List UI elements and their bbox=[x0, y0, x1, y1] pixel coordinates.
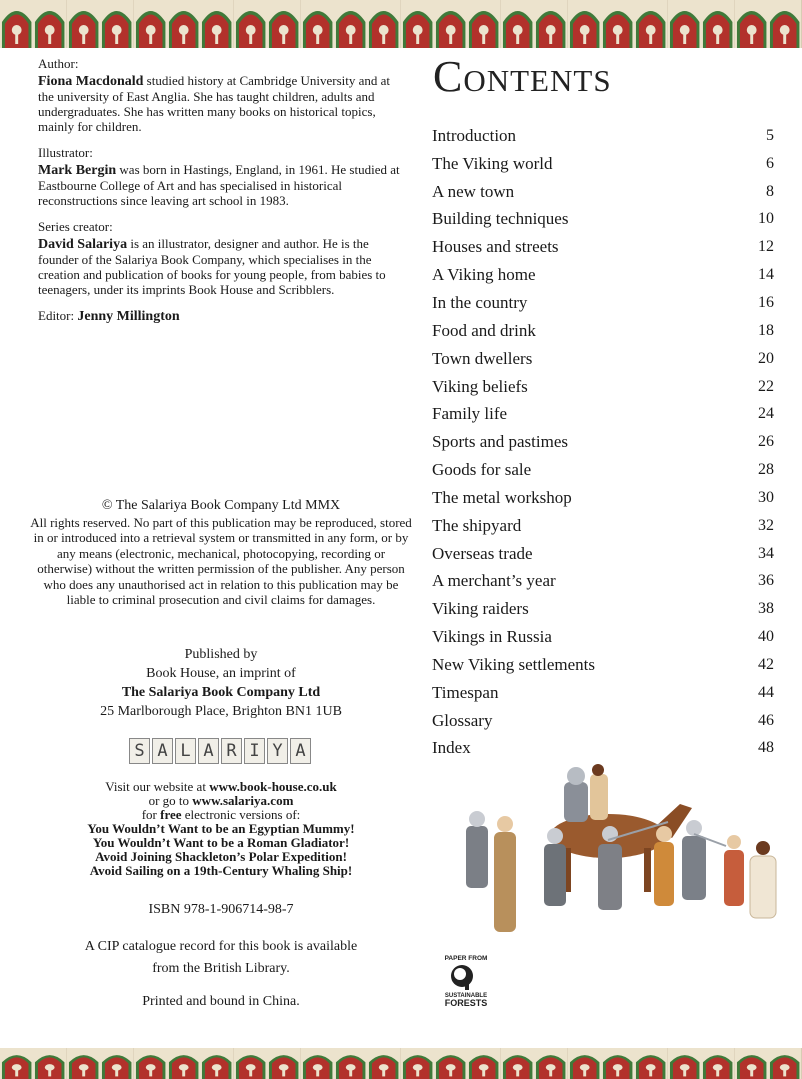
toc-title: The Viking world bbox=[432, 153, 553, 173]
toc-title: A merchant’s year bbox=[432, 571, 556, 591]
toc-page-number: 34 bbox=[758, 544, 774, 562]
border-arch-ornament bbox=[334, 0, 367, 48]
isbn: ISBN 978-1-906714-98-7 bbox=[148, 902, 294, 917]
toc-entry[interactable] bbox=[432, 735, 774, 763]
website-text: for bbox=[141, 807, 161, 822]
publisher-info bbox=[30, 645, 412, 721]
toc-title: Sports and pastimes bbox=[432, 432, 568, 452]
toc-title: Food and drink bbox=[432, 320, 536, 340]
toc-page-number: 20 bbox=[758, 349, 774, 367]
border-arch-ornament bbox=[134, 1048, 167, 1079]
border-arch-ornament bbox=[434, 0, 467, 48]
toc-entry[interactable] bbox=[432, 568, 774, 596]
publisher-line: Published by bbox=[184, 647, 258, 662]
toc-title: Index bbox=[432, 738, 471, 758]
logo-letter: S bbox=[129, 738, 150, 764]
toc-title: Town dwellers bbox=[432, 348, 533, 368]
border-arch-ornament bbox=[67, 1048, 100, 1079]
toc-page-number: 6 bbox=[766, 154, 774, 172]
website-link[interactable]: www.book-house.co.uk bbox=[209, 779, 337, 794]
credit-role: Author: bbox=[38, 56, 79, 71]
contents-title: Contents bbox=[433, 52, 612, 101]
toc-title: Viking beliefs bbox=[432, 376, 528, 396]
book-title: You Wouldn’t Want to be an Egyptian Mummy! bbox=[87, 821, 355, 836]
toc-title: New Viking settlements bbox=[432, 654, 595, 674]
border-arch-ornament bbox=[401, 1048, 434, 1079]
toc-title: Glossary bbox=[432, 710, 493, 730]
border-arch-ornament bbox=[267, 0, 300, 48]
toc-entry[interactable] bbox=[432, 456, 774, 484]
border-arch-ornament bbox=[568, 0, 601, 48]
free-label: free bbox=[160, 807, 182, 822]
website-text: electronic versions of: bbox=[181, 807, 301, 822]
logo-letter: Y bbox=[267, 738, 288, 764]
border-arch-ornament bbox=[167, 1048, 200, 1079]
border-arch-ornament bbox=[501, 0, 534, 48]
book-title: Avoid Sailing on a 19th-Century Whaling Ship! bbox=[89, 863, 353, 878]
toc-entry[interactable] bbox=[432, 512, 774, 540]
publisher-company: The Salariya Book Company Ltd bbox=[121, 685, 321, 700]
border-arch-ornament bbox=[701, 1048, 734, 1079]
decorative-border-bottom bbox=[0, 1048, 802, 1079]
toc-title: Viking raiders bbox=[432, 599, 529, 619]
toc-title: Overseas trade bbox=[432, 543, 533, 563]
toc-entry[interactable] bbox=[432, 317, 774, 345]
border-arch-ornament bbox=[334, 1048, 367, 1079]
toc-entry[interactable] bbox=[432, 651, 774, 679]
credit-name: Fiona Macdonald bbox=[38, 74, 144, 89]
toc-entry[interactable] bbox=[432, 707, 774, 735]
publisher-line: Book House, an imprint of bbox=[146, 666, 296, 681]
toc-page-number: 8 bbox=[766, 182, 774, 200]
toc-title: A new town bbox=[432, 181, 515, 201]
copyright-body: All rights reserved. No part of this publication may be reproduced, stored in or introduced into a retrieval system or transmitted in any form, or by any means (electronic, mechanical, photocopying, recording or otherwise) without the written permission of the publisher. Any person who does any unauthorised act in relation to this publication may be liable to criminal prosecution and civil claims for damages. bbox=[30, 514, 412, 607]
toc-title: The shipyard bbox=[432, 515, 522, 535]
toc-title: In the country bbox=[432, 292, 528, 312]
logo-letter: I bbox=[244, 738, 265, 764]
toc-page-number: 44 bbox=[758, 683, 774, 701]
toc-title: A Viking home bbox=[432, 265, 536, 285]
cip-line: A CIP catalogue record for this book is available bbox=[84, 939, 358, 954]
toc-entry[interactable] bbox=[432, 289, 774, 317]
toc-entry[interactable] bbox=[432, 679, 774, 707]
credit-author bbox=[38, 56, 408, 134]
border-arch-ornament bbox=[0, 0, 33, 48]
toc-title: The metal workshop bbox=[432, 487, 572, 507]
toc-page-number: 36 bbox=[758, 572, 774, 590]
border-arch-ornament bbox=[100, 0, 133, 48]
website-text: Visit our website at bbox=[105, 779, 210, 794]
border-arch-ornament bbox=[100, 1048, 133, 1079]
toc-page-number: 24 bbox=[758, 405, 774, 423]
credit-bio: studied history at Cambridge University and at the university of East Anglia. She has taught children, adults and undergraduates. She has written many books on historical topics, mainly for children. bbox=[38, 73, 390, 134]
website-info bbox=[30, 780, 412, 878]
toc-title: Timespan bbox=[432, 682, 499, 702]
border-arch-ornament bbox=[501, 1048, 534, 1079]
toc-title: Building techniques bbox=[432, 209, 569, 229]
toc-page-number: 40 bbox=[758, 628, 774, 646]
border-arch-ornament bbox=[33, 1048, 66, 1079]
toc-page-number: 22 bbox=[758, 377, 774, 395]
viking-procession-illustration bbox=[458, 764, 790, 940]
border-arch-ornament bbox=[301, 1048, 334, 1079]
logo-letter: A bbox=[198, 738, 219, 764]
border-arch-ornament bbox=[367, 0, 400, 48]
toc-page-number: 46 bbox=[758, 711, 774, 729]
border-arch-ornament bbox=[267, 1048, 300, 1079]
toc-entry[interactable] bbox=[432, 122, 774, 150]
border-arch-ornament bbox=[668, 0, 701, 48]
toc-page-number: 12 bbox=[758, 238, 774, 256]
website-text: or go to bbox=[148, 793, 193, 808]
toc-entry[interactable] bbox=[432, 400, 774, 428]
border-arch-ornament bbox=[200, 0, 233, 48]
credit-name: Mark Bergin bbox=[38, 163, 117, 178]
border-arch-ornament bbox=[467, 0, 500, 48]
rider-icon bbox=[564, 764, 608, 822]
toc-page-number: 32 bbox=[758, 516, 774, 534]
credit-illustrator bbox=[38, 145, 408, 208]
copyright-notice bbox=[30, 498, 412, 608]
publisher-address: 25 Marlborough Place, Brighton BN1 1UB bbox=[100, 704, 342, 719]
toc-title: Introduction bbox=[432, 125, 517, 145]
toc-page-number: 30 bbox=[758, 488, 774, 506]
toc-entry[interactable] bbox=[432, 178, 774, 206]
editor-name: Jenny Millington bbox=[77, 309, 180, 324]
border-arch-ornament bbox=[167, 0, 200, 48]
tree-icon bbox=[451, 965, 473, 990]
credit-role: Illustrator: bbox=[38, 145, 93, 160]
border-arch-ornament bbox=[0, 1048, 33, 1079]
editor-credit bbox=[38, 308, 408, 324]
book-title: You Wouldn’t Want to be a Roman Gladiator! bbox=[92, 835, 350, 850]
border-arch-ornament bbox=[534, 1048, 567, 1079]
toc-entry[interactable] bbox=[432, 150, 774, 178]
border-arch-ornament bbox=[701, 0, 734, 48]
toc-entry[interactable] bbox=[432, 428, 774, 456]
border-arch-ornament bbox=[735, 1048, 768, 1079]
salariya-logo bbox=[128, 738, 312, 766]
credit-bio: was born in Hastings, England, in 1961. He studied at Eastbourne College of Art and has specialised in historical reconstructions since leaving art school in 1983. bbox=[38, 162, 400, 208]
website-link[interactable]: www.salariya.com bbox=[192, 793, 294, 808]
toc-page-number: 42 bbox=[758, 655, 774, 673]
toc-entry[interactable] bbox=[432, 540, 774, 568]
border-arch-ornament bbox=[67, 0, 100, 48]
border-arch-ornament bbox=[634, 0, 667, 48]
cip-record bbox=[30, 936, 412, 980]
fsc-text: PAPER FROM bbox=[444, 955, 488, 962]
credit-name: David Salariya bbox=[38, 237, 128, 252]
book-title: Avoid Joining Shackleton’s Polar Expedition! bbox=[95, 849, 347, 864]
border-arch-ornament bbox=[534, 0, 567, 48]
border-arch-ornament bbox=[401, 0, 434, 48]
border-arch-ornament bbox=[735, 0, 768, 48]
credit-bio: is an illustrator, designer and author. He is the founder of the Salariya Book Company, which specialises in the creation and publication of books for young people, from babies to teenagers, under its imprints Book House and Scribblers. bbox=[38, 236, 386, 297]
toc-page-number: 16 bbox=[758, 293, 774, 311]
toc-title: Goods for sale bbox=[432, 460, 532, 480]
fsc-text: FORESTS bbox=[444, 998, 488, 1008]
border-arch-ornament bbox=[434, 1048, 467, 1079]
table-of-contents bbox=[432, 122, 774, 762]
border-arch-ornament bbox=[33, 0, 66, 48]
toc-entry[interactable] bbox=[432, 233, 774, 261]
editor-label: Editor: bbox=[38, 308, 78, 323]
border-arch-ornament bbox=[601, 1048, 634, 1079]
toc-page-number: 48 bbox=[758, 739, 774, 757]
toc-page-number: 14 bbox=[758, 266, 774, 284]
toc-entry[interactable] bbox=[432, 595, 774, 623]
border-arch-ornament bbox=[467, 1048, 500, 1079]
border-arch-ornament bbox=[234, 0, 267, 48]
logo-letter: R bbox=[221, 738, 242, 764]
border-arch-ornament bbox=[200, 1048, 233, 1079]
toc-entry[interactable] bbox=[432, 623, 774, 651]
copyright-line: © The Salariya Book Company Ltd MMX bbox=[101, 498, 341, 513]
border-arch-ornament bbox=[668, 1048, 701, 1079]
border-arch-ornament bbox=[768, 1048, 801, 1079]
border-arch-ornament bbox=[234, 1048, 267, 1079]
border-arch-ornament bbox=[601, 0, 634, 48]
border-arch-ornament bbox=[301, 0, 334, 48]
toc-page-number: 26 bbox=[758, 433, 774, 451]
toc-page-number: 10 bbox=[758, 210, 774, 228]
sustainable-forests-logo bbox=[437, 952, 495, 1008]
border-arch-ornament bbox=[768, 0, 801, 48]
toc-page-number: 38 bbox=[758, 600, 774, 618]
logo-letter: L bbox=[175, 738, 196, 764]
toc-title: Houses and streets bbox=[432, 237, 559, 257]
credit-role: Series creator: bbox=[38, 219, 113, 234]
decorative-border-top bbox=[0, 0, 802, 48]
toc-page-number: 28 bbox=[758, 461, 774, 479]
cip-line: from the British Library. bbox=[152, 961, 290, 976]
printed-note: Printed and bound in China. bbox=[142, 994, 300, 1009]
border-arch-ornament bbox=[568, 1048, 601, 1079]
toc-page-number: 5 bbox=[766, 126, 774, 144]
toc-title: Vikings in Russia bbox=[432, 627, 552, 647]
toc-entry[interactable] bbox=[432, 345, 774, 373]
border-arch-ornament bbox=[134, 0, 167, 48]
toc-entry[interactable] bbox=[432, 261, 774, 289]
border-arch-ornament bbox=[367, 1048, 400, 1079]
toc-title: Family life bbox=[432, 404, 508, 424]
credit-series-creator bbox=[38, 219, 408, 297]
toc-page-number: 18 bbox=[758, 321, 774, 339]
toc-entry[interactable] bbox=[432, 373, 774, 401]
credits-section bbox=[38, 56, 408, 324]
logo-letter: A bbox=[152, 738, 173, 764]
toc-entry[interactable] bbox=[432, 206, 774, 234]
border-arch-ornament bbox=[634, 1048, 667, 1079]
fsc-text: SUSTAINABLE bbox=[444, 993, 488, 999]
toc-entry[interactable] bbox=[432, 484, 774, 512]
logo-letter: A bbox=[290, 738, 311, 764]
